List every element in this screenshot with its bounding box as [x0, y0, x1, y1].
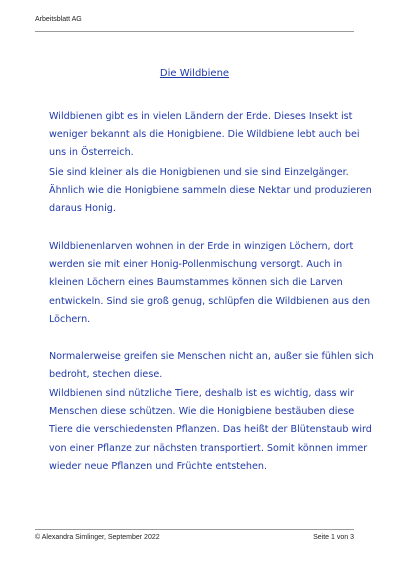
footer-divider: [35, 529, 354, 530]
footer-copyright: © Alexandra Simlinger, September 2022: [35, 534, 160, 541]
page-title: Die Wildbiene: [159, 68, 230, 79]
paragraph-behavior: [49, 348, 374, 384]
paragraph-text: Wildbienen sind nützliche Tiere, deshalb ist es wichtig, dass wir Menschen diese schützen. Wie die Honigbiene bestäuben diese Tiere die verschiedensten Pflanzen. Das heißt der Blütenstaub wird von einer Pflanze zur nächsten transportiert. Somit können immer wieder neue Pflanzen und Früchte entstehen.: [49, 388, 372, 472]
paragraph-text: Wildbienen gibt es in vielen Ländern der Erde. Dieses Insekt ist weniger bekannt als die Honigbiene. Die Wildbiene lebt auch bei uns in Österreich.: [49, 111, 360, 159]
paragraph-intro: [49, 108, 374, 163]
paragraph-text: Normalerweise greifen sie Menschen nicht an, außer sie fühlen sich bedroht, stechen diese.: [49, 351, 374, 381]
worksheet-header-label: Arbeitsblatt AG: [35, 16, 82, 23]
paragraph-text: Wildbienenlarven wohnen in der Erde in winzigen Löchern, dort werden sie mit einer Honig-Pollenmischung versorgt. Auch in kleinen Löchern eines Baumstammes können sich die Larven entwickeln. Sind sie groß genug, schlüpfen die Wildbienen aus den Löchern.: [49, 241, 371, 325]
paragraph-description: [49, 164, 374, 219]
paragraph-larvae: [49, 238, 374, 329]
paragraph-text: Sie sind kleiner als die Honigbienen und sie sind Einzelgänger. Ähnlich wie die Honigbiene sammeln diese Nektar und produzieren daraus Honig.: [49, 167, 372, 215]
paragraph-importance: [49, 385, 374, 476]
header-divider: [35, 31, 354, 32]
footer-page-number: Seite 1 von 3: [313, 534, 354, 541]
